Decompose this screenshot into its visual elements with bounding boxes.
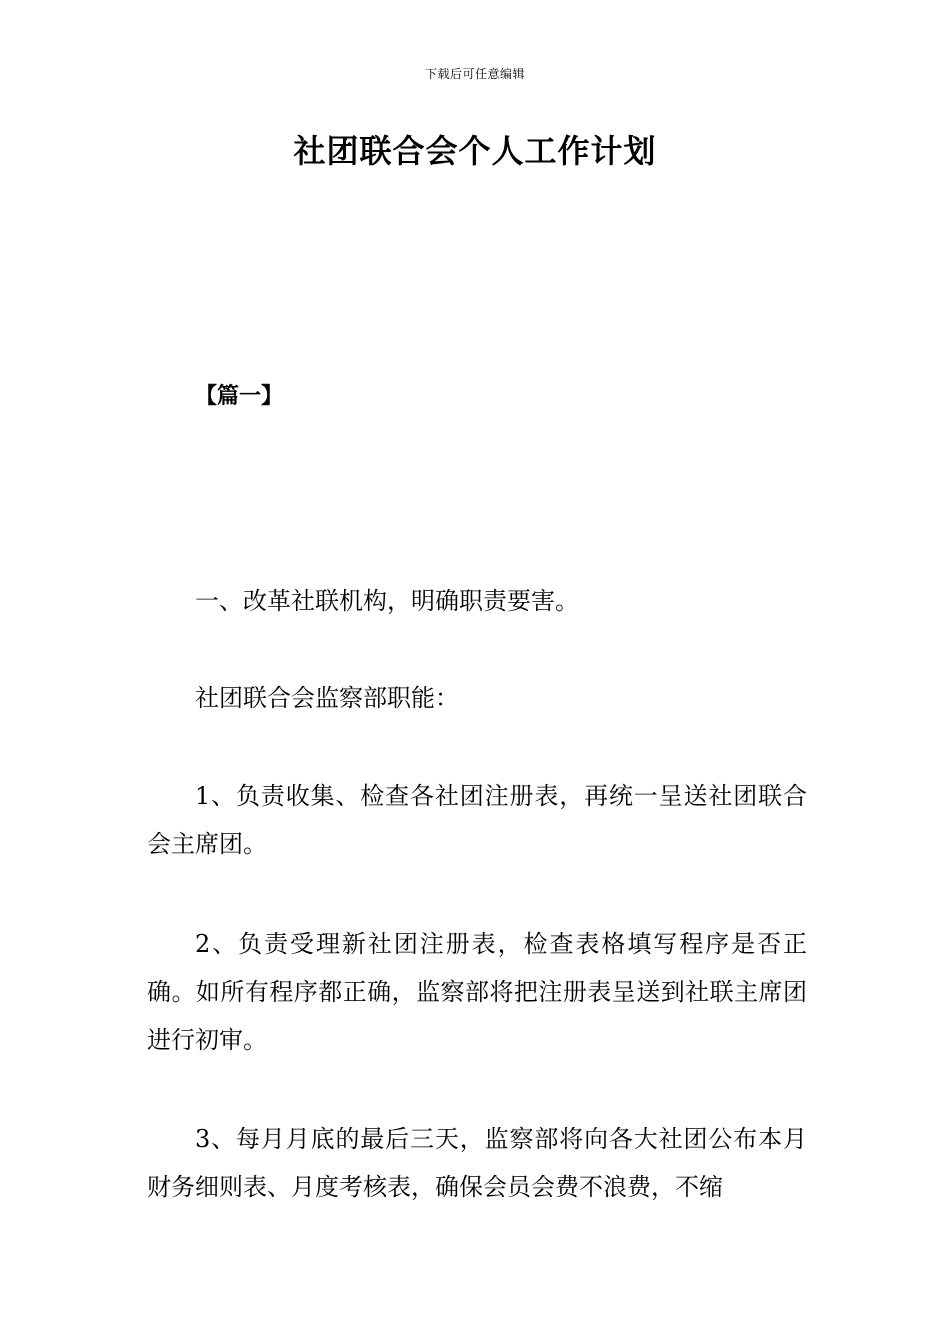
paragraph-heading-1: 一、改革社联机构，明确职责要害。 [195, 587, 579, 615]
header-note: 下载后可任意编辑 [424, 67, 525, 81]
paragraph-item-2: 2、负责受理新社团注册表，检查表格填写程序是否正确。如所有程序都正确，监察部将把注册表呈送到社联主席团进行初审。 [147, 930, 807, 1054]
paragraph-item-3: 3、每月月底的最后三天，监察部将向各大社团公布本月财务细则表、月度考核表，确保会员会费不浪费，不缩 [147, 1125, 807, 1201]
paragraph-subheading: 社团联合会监察部职能： [195, 684, 459, 712]
section-label: 【篇一】 [195, 384, 284, 409]
paragraph-item-1: 1、负责收集、检查各社团注册表，再统一呈送社团联合会主席团。 [147, 782, 807, 858]
document-title: 社团联合会个人工作计划 [293, 132, 657, 170]
